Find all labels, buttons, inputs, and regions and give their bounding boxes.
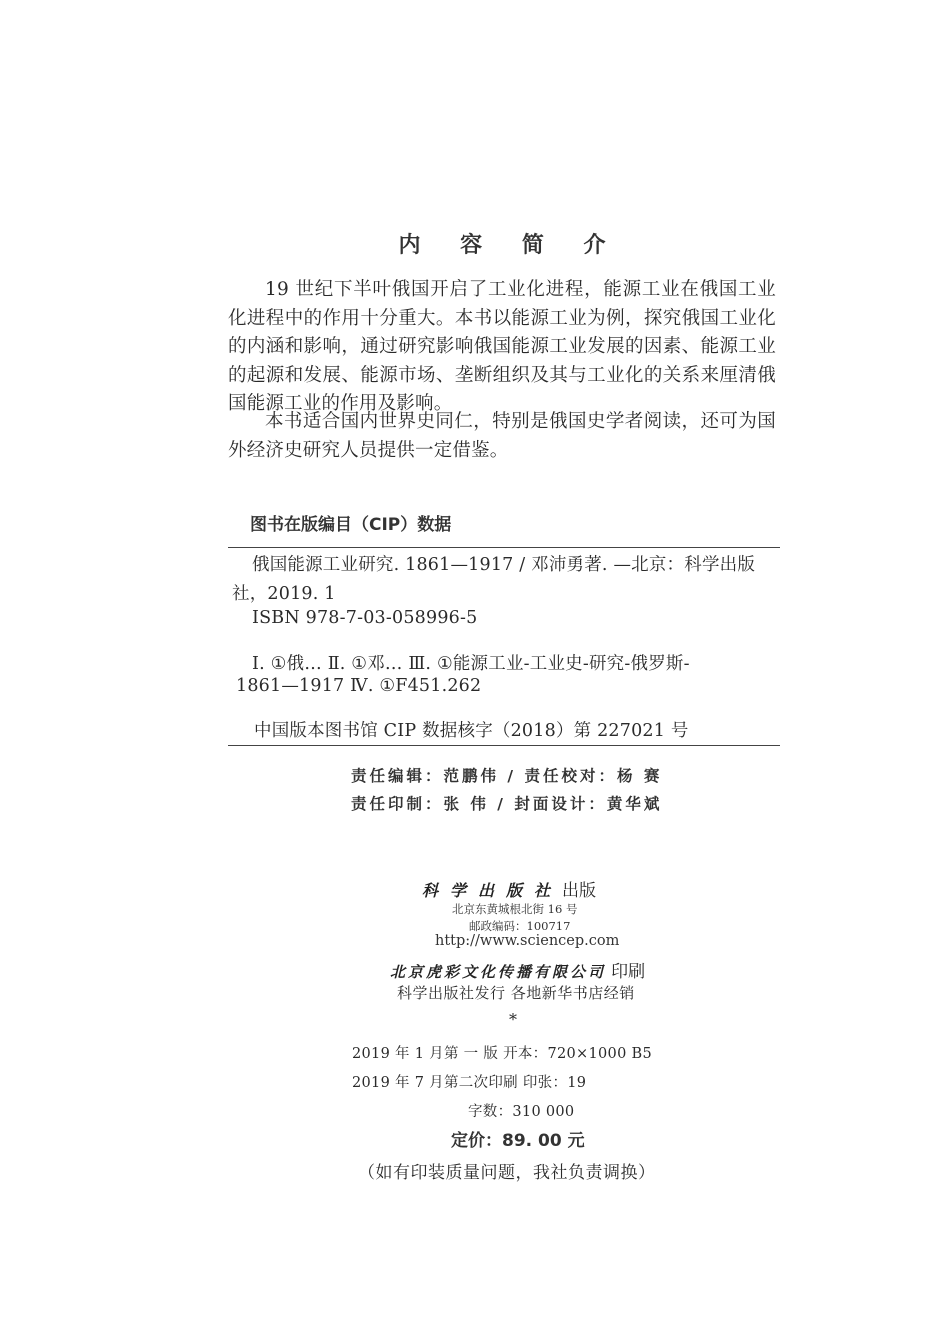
- publisher-line: [422, 876, 596, 901]
- cip-record-number: 中国版本图书馆 CIP 数据核字（2018）第 227021 号: [254, 721, 689, 741]
- staff-editors: 责任编辑：范鹏伟 / 责任校对：杨 赛: [351, 767, 663, 785]
- edition-info: 2019 年 1 月第 一 版 开本：720×1000 B5: [352, 1046, 652, 1062]
- summary-paragraph-2: 本书适合国内世界史同仁，特别是俄国史学者阅读，还可为国外经济史研究人员提供一定借鉴。: [228, 411, 776, 461]
- publisher-suffix: 出版: [562, 881, 597, 901]
- quality-note: （如有印装质量问题，我社负责调换）: [358, 1163, 656, 1183]
- word-count: 字数：310 000: [468, 1104, 575, 1120]
- page-title: 内 容 简 介: [398, 233, 622, 258]
- cip-heading: 图书在版编目（CIP）数据: [250, 515, 452, 535]
- cip-bottom-rule: [228, 745, 780, 746]
- cip-classification-line-continued: 1861—1917 Ⅳ. ①F451.262: [236, 676, 482, 696]
- publisher-name: 科学出版社: [422, 881, 563, 900]
- publisher-address: 北京东黄城根北街 16 号: [452, 902, 578, 916]
- printing-info: 2019 年 7 月第二次印刷 印张：19: [352, 1075, 587, 1091]
- publisher-url: http://www.sciencep.com: [435, 933, 620, 949]
- cip-title-line: 俄国能源工业研究. 1861—1917 / 邓沛勇著. —北京：科学出版: [252, 555, 756, 575]
- printer-name: 北京虎彩文化传播有限公司: [390, 963, 607, 981]
- cip-isbn: ISBN 978-7-03-058996-5: [252, 608, 478, 628]
- book-price: 定价：89. 00 元: [451, 1131, 585, 1151]
- separator-asterisk: *: [509, 1010, 517, 1029]
- cip-title-line-continued: 社，2019. 1: [232, 584, 336, 604]
- cip-top-rule: [228, 547, 780, 548]
- printer-line: [390, 957, 645, 982]
- publisher-postcode: 邮政编码：100717: [469, 919, 571, 933]
- cip-classification-line: Ⅰ. ①俄… Ⅱ. ①邓… Ⅲ. ①能源工业-工业史-研究-俄罗斯-: [252, 654, 690, 674]
- printer-suffix: 印刷: [611, 962, 646, 982]
- distribution-info: 科学出版社发行 各地新华书店经销: [397, 984, 635, 1002]
- summary-paragraph-1: 19 世纪下半叶俄国开启了工业化进程，能源工业在俄国工业化进程中的作用十分重大。本书以能源工业为例，探究俄国工业化的内涵和影响，通过研究影响俄国能源工业发展的因素、能源工业的起源和发展、能源市场、垄断组织及其与工业化的关系来厘清俄国能源工业的作用及影响。: [228, 279, 776, 414]
- staff-production: 责任印制：张 伟 / 封面设计：黄华斌: [351, 795, 663, 813]
